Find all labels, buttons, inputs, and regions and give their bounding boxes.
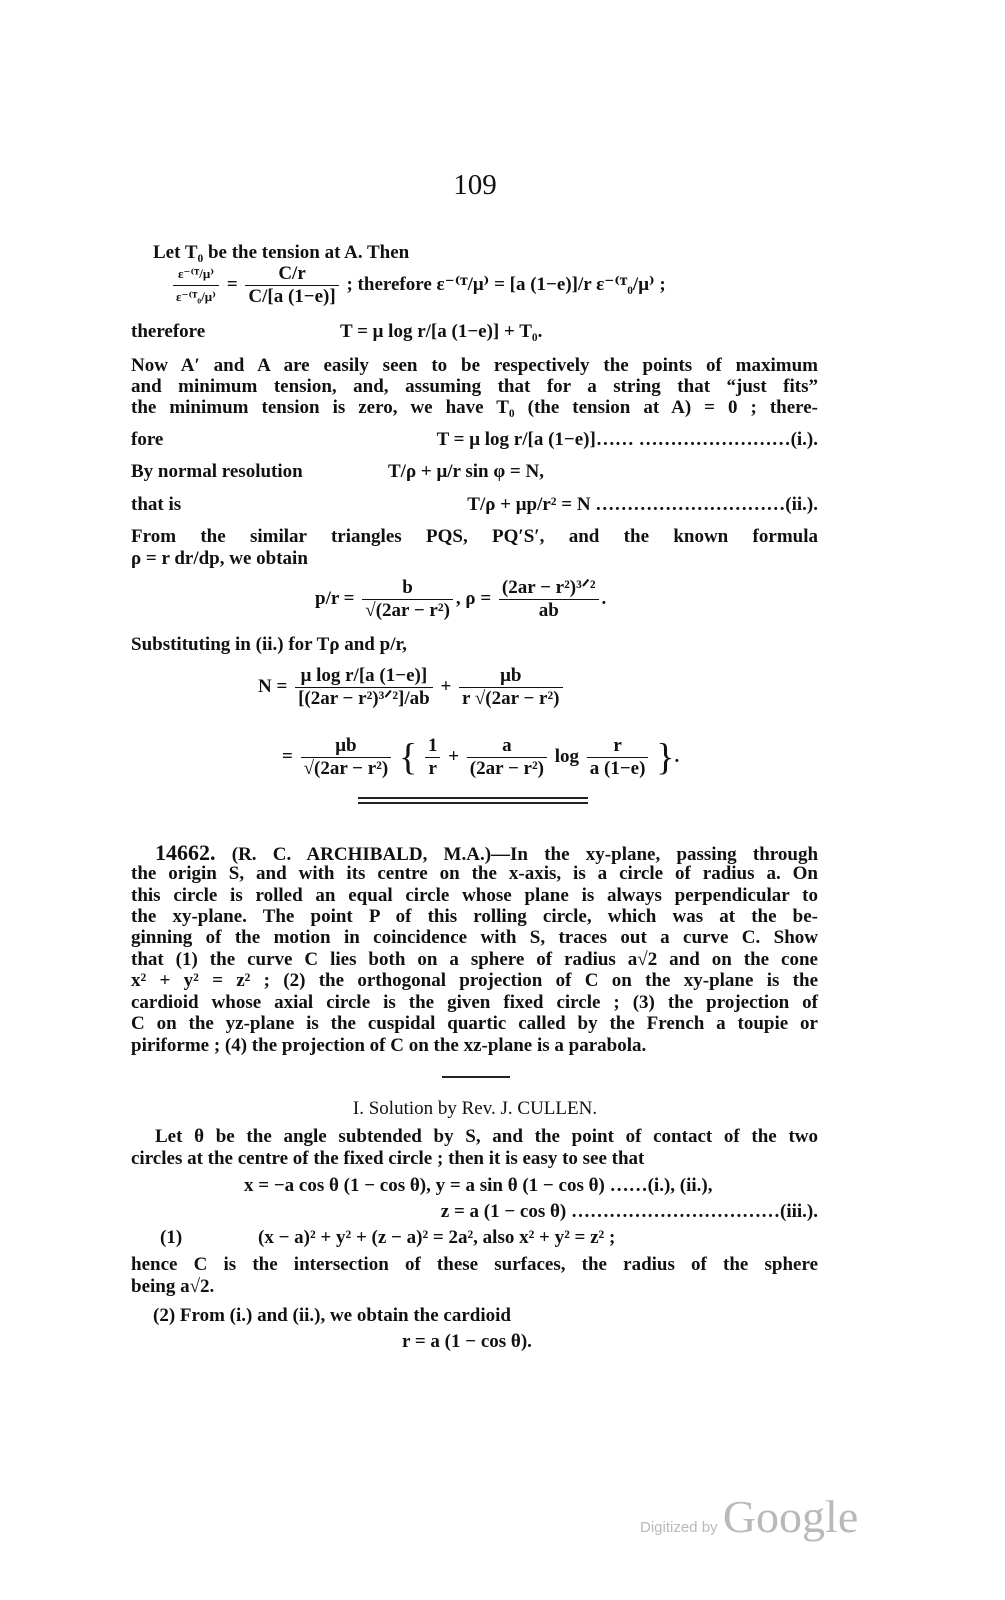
numerator: μb — [301, 735, 392, 758]
denominator: ε⁻⁽ᵀ₀/μ⁾ — [176, 289, 217, 304]
problem-line: piriforme ; (4) the projection of C on the xz-plane is a parabola. — [131, 1035, 647, 1056]
operator: + — [440, 675, 452, 697]
google-watermark — [640, 1490, 858, 1543]
numerator: a — [467, 735, 547, 758]
operator: = — [282, 745, 293, 767]
equation: T = μ log r/[a (1−e)] + T₀. — [340, 321, 543, 342]
solution-heading: I. Solution by Rev. J. CULLEN. — [352, 1098, 598, 1119]
equation-tension-ratio — [170, 263, 666, 308]
text-line: (2) From (i.) and (ii.), we obtain the cardioid — [153, 1305, 511, 1326]
numerator: μb — [459, 665, 562, 688]
problem-line: C on the yz-plane is the cuspidal quartic called by the French a toupie or — [131, 1013, 818, 1034]
equation-xy: x = −a cos θ (1 − cos θ), y = a sin θ (1 − cos θ) ……(i.), (ii.), — [244, 1175, 713, 1196]
section-divider — [358, 802, 588, 804]
brace: } — [656, 736, 675, 779]
denominator: √(2ar − r²) — [303, 758, 389, 779]
text-line: fore — [131, 429, 164, 450]
numerator: 1 — [425, 735, 441, 758]
equation-sphere-cone: (x − a)² + y² + (z − a)² = 2a², also x² + y² = z² ; — [258, 1227, 616, 1248]
text-line: and minimum tension, and, assuming that for a string that “just fits” — [131, 376, 818, 397]
denominator: a (1−e) — [589, 758, 646, 779]
text-line: hence C is the intersection of these surfaces, the radius of the sphere — [131, 1254, 818, 1275]
watermark-prefix: Digitized by — [640, 1519, 718, 1536]
problem-line: the origin S, and with its centre on the x-axis, is a circle of radius a. On — [131, 863, 818, 884]
text-line: From the similar triangles PQS, PQ′S′, and the known formula — [131, 526, 818, 547]
denominator: C/[a (1−e)] — [248, 286, 336, 307]
denominator: √(2ar − r²) — [365, 600, 450, 621]
numerator: C/r — [245, 263, 338, 286]
separator: , ρ = — [455, 587, 492, 609]
equation-i: T = μ log r/[a (1−e)]…… ……………………(i.). — [436, 429, 818, 450]
denominator: ab — [538, 600, 559, 621]
text-line: therefore — [131, 321, 206, 342]
text-line: being a√2. — [131, 1276, 215, 1297]
period: . — [601, 587, 607, 609]
text-line: that is — [131, 494, 182, 515]
equation-z: z = a (1 − cos θ) ……………………………(iii.). — [440, 1201, 818, 1222]
problem-line: this circle is rolled an equal circle whose plane is always perpendicular to — [131, 885, 818, 906]
text-line: By normal resolution — [131, 461, 303, 482]
problem-line: that (1) the curve C lies both on a sphere of radius a√2 and on the cone — [131, 949, 818, 970]
operator: + — [448, 745, 460, 767]
equation-rest: ; therefore ε⁻⁽ᵀ/μ⁾ = [a (1−e)]/r ε⁻⁽ᵀ₀/μ⁾ ; — [346, 273, 666, 295]
period: . — [674, 745, 680, 767]
equation-label: (1) — [160, 1227, 183, 1248]
equation: T/ρ + μ/r sin φ = N, — [388, 461, 544, 482]
problem-line: x² + y² = z² ; (2) the orthogonal projection of C on the xy-plane is the — [131, 970, 818, 991]
page-number: 109 — [453, 169, 497, 201]
problem-line: ginning of the motion in coincidence with S, traces out a curve C. Show — [131, 927, 818, 948]
equation-cardioid: r = a (1 − cos θ). — [402, 1331, 532, 1352]
denominator: [(2ar − r²)³ᐟ²]/ab — [298, 688, 430, 709]
problem-line: cardioid whose axial circle is the given fixed circle ; (3) the projection of — [131, 992, 818, 1013]
numerator: r — [587, 735, 649, 758]
text-line: the minimum tension is zero, we have T₀ (the tension at A) = 0 ; there- — [131, 397, 818, 418]
text-line: Substituting in (ii.) for Tρ and p/r, — [131, 634, 407, 655]
text-line: circles at the centre of the fixed circle ; then it is easy to see that — [131, 1148, 645, 1169]
text-line: ρ = r dr/dp, we obtain — [131, 548, 308, 569]
text-line: Let T₀ be the tension at A. Then — [153, 242, 410, 263]
denominator: (2ar − r²) — [469, 758, 544, 779]
equation-p-rho — [315, 577, 606, 622]
google-logo: Google — [722, 1491, 859, 1542]
equation-ii: T/ρ + μp/r² = N …………………………(ii.). — [467, 494, 818, 515]
problem-number: 14662. — [155, 840, 216, 865]
brace: { — [398, 736, 418, 779]
lhs: N = — [258, 675, 288, 697]
numerator: (2ar − r²)³ᐟ² — [499, 577, 599, 600]
equation-N — [258, 665, 566, 710]
numerator: ε⁻⁽ᵀ/μ⁾ — [173, 263, 219, 286]
equation-N-simplified — [282, 735, 679, 780]
problem-line: the xy-plane. The point P of this rolling circle, which was at the be- — [131, 906, 818, 927]
problem-text: (R. C. ARCHIBALD, M.A.)—In the xy-plane, passing through — [231, 844, 819, 865]
section-divider — [442, 1076, 510, 1078]
denominator: r √(2ar − r²) — [462, 688, 560, 709]
operator: = — [226, 273, 238, 295]
numerator: μ log r/[a (1−e)] — [295, 665, 433, 688]
section-divider — [358, 797, 588, 799]
log: log — [554, 745, 580, 767]
numerator: b — [362, 577, 453, 600]
text-line: Now A′ and A are easily seen to be respectively the points of maximum — [131, 355, 818, 376]
denominator: r — [428, 758, 437, 779]
lhs: p/r = — [315, 587, 355, 609]
text-line: Let θ be the angle subtended by S, and the point of contact of the two — [155, 1126, 818, 1147]
